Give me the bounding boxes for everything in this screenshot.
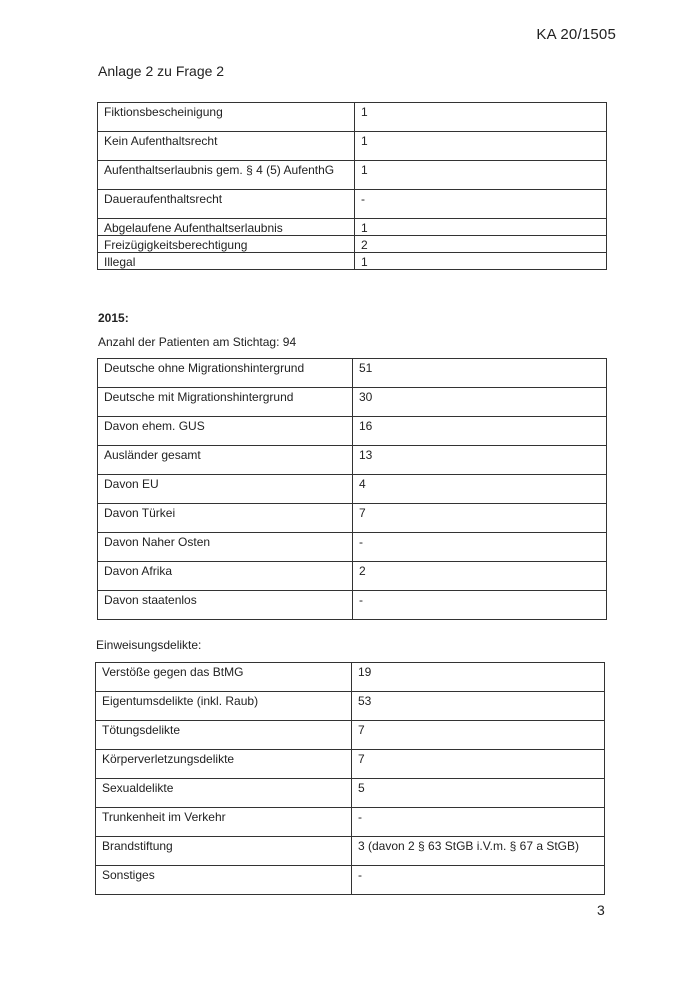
- row-label: Davon Afrika: [98, 562, 353, 591]
- row-label: Davon staatenlos: [98, 591, 353, 620]
- row-value: 1: [355, 161, 607, 190]
- table-row: [98, 236, 607, 253]
- row-value: 53: [352, 692, 605, 721]
- row-label: Davon Türkei: [98, 504, 353, 533]
- row-label: Aufenthaltserlaubnis gem. § 4 (5) AufenthG: [98, 161, 355, 190]
- row-value: 2: [353, 562, 607, 591]
- row-value: 30: [353, 388, 607, 417]
- row-label: Davon Naher Osten: [98, 533, 353, 562]
- row-value: 1: [355, 219, 607, 236]
- residence-status-table: [97, 102, 607, 270]
- row-value: -: [355, 190, 607, 219]
- table-row: [98, 388, 607, 417]
- row-value: 2: [355, 236, 607, 253]
- row-value: 51: [353, 359, 607, 388]
- row-label: Deutsche ohne Migrationshintergrund: [98, 359, 353, 388]
- table-row: [98, 446, 607, 475]
- table-row: [98, 504, 607, 533]
- table-row: [98, 219, 607, 236]
- table-row: [98, 190, 607, 219]
- row-value: 1: [355, 103, 607, 132]
- table-row: [96, 837, 605, 866]
- row-label: Sexualdelikte: [96, 779, 352, 808]
- row-label: Kein Aufenthaltsrecht: [98, 132, 355, 161]
- row-value: 5: [352, 779, 605, 808]
- table-row: [98, 161, 607, 190]
- anlage-title: Anlage 2 zu Frage 2: [98, 63, 225, 79]
- row-value: -: [353, 533, 607, 562]
- row-label: Fiktionsbescheinigung: [98, 103, 355, 132]
- row-label: Freizügigkeitsberechtigung: [98, 236, 355, 253]
- year-heading: 2015:: [98, 311, 129, 325]
- row-value: 7: [352, 750, 605, 779]
- row-value: -: [352, 866, 605, 895]
- row-label: Brandstiftung: [96, 837, 352, 866]
- table-row: [96, 866, 605, 895]
- table-row: [96, 663, 605, 692]
- row-value: 1: [355, 253, 607, 270]
- row-value: 13: [353, 446, 607, 475]
- row-label: Eigentumsdelikte (inkl. Raub): [96, 692, 352, 721]
- row-value: 7: [352, 721, 605, 750]
- row-value: 7: [353, 504, 607, 533]
- row-label: Daueraufenthaltsrecht: [98, 190, 355, 219]
- table-row: [98, 253, 607, 270]
- table-row: [98, 562, 607, 591]
- table-row: [96, 721, 605, 750]
- table-row: [98, 533, 607, 562]
- row-value: -: [352, 808, 605, 837]
- table-row: [98, 417, 607, 446]
- table-row: [96, 779, 605, 808]
- table-row: [98, 132, 607, 161]
- row-value: 1: [355, 132, 607, 161]
- table-row: [98, 591, 607, 620]
- patients-origin-table: [97, 358, 607, 620]
- einweisungsdelikte-heading: Einweisungsdelikte:: [96, 638, 202, 652]
- row-label: Deutsche mit Migrationshintergrund: [98, 388, 353, 417]
- row-label: Abgelaufene Aufenthaltserlaubnis: [98, 219, 355, 236]
- table-row: [96, 750, 605, 779]
- row-label: Sonstiges: [96, 866, 352, 895]
- row-label: Körperverletzungsdelikte: [96, 750, 352, 779]
- table-row: [96, 808, 605, 837]
- stichtag-text: Anzahl der Patienten am Stichtag: 94: [98, 335, 297, 349]
- row-label: Davon ehem. GUS: [98, 417, 353, 446]
- row-label: Davon EU: [98, 475, 353, 504]
- row-label: Verstöße gegen das BtMG: [96, 663, 352, 692]
- page-number: 3: [597, 902, 605, 918]
- document-code: KA 20/1505: [536, 26, 616, 43]
- row-value: -: [353, 591, 607, 620]
- row-label: Tötungsdelikte: [96, 721, 352, 750]
- row-value: 16: [353, 417, 607, 446]
- row-value: 4: [353, 475, 607, 504]
- table-row: [98, 359, 607, 388]
- row-label: Trunkenheit im Verkehr: [96, 808, 352, 837]
- table-row: [98, 103, 607, 132]
- table-row: [96, 692, 605, 721]
- row-value: 3 (davon 2 § 63 StGB i.V.m. § 67 a StGB): [352, 837, 605, 866]
- row-value: 19: [352, 663, 605, 692]
- table-row: [98, 475, 607, 504]
- offences-table: [95, 662, 605, 895]
- row-label: Ausländer gesamt: [98, 446, 353, 475]
- row-label: Illegal: [98, 253, 355, 270]
